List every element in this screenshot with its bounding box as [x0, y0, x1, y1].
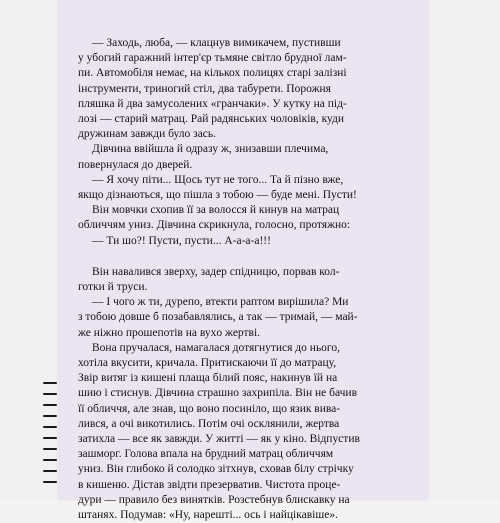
page-binding [43, 382, 57, 502]
text-line: у убогий гаражний інтер'єр тьмяне світло брудної лам- [78, 52, 347, 65]
text-line: хотіла вкусити, кричала. Притискаючи її до матрацу, [78, 357, 337, 370]
text-line: же ніжно прошепотів на вуxo жертві. [78, 326, 261, 339]
text-line: інструменти, триногий стіл, два табурети. Порожня [78, 82, 331, 95]
binding-mark [43, 382, 57, 384]
binding-mark [43, 415, 57, 417]
binding-mark [43, 437, 57, 439]
binding-mark [43, 426, 57, 428]
binding-mark [43, 393, 57, 395]
text-line: обличчям униз. Дівчина скрикнула, голосно, протяжно: [78, 219, 351, 232]
binding-mark [43, 448, 57, 450]
text-line: пляшка й два замусолених «гранчаки». У кутку на під- [78, 97, 347, 110]
text-line: затихла — все як завжди. У житті — як у кіно. Відпустив [78, 433, 360, 446]
binding-mark [43, 459, 57, 461]
binding-mark [43, 404, 57, 406]
text-line: — І чого ж ти, дурепо, втекти раптом вирішила? Ми [92, 296, 349, 309]
text-line: Вона пручалася, намагалася дотягнутися до нього, [92, 341, 340, 354]
text-line: якщо дізнаються, що пішла з тобою — буде мені. Пусти! [78, 189, 357, 202]
text-line: — Заходь, люба, — клацнув вимикачем, пустивши [92, 37, 341, 49]
binding-mark [43, 470, 57, 472]
text-line: — Ти шо?! Пусти, пусти... А-а-а-а!!! [92, 234, 271, 247]
text-line: її обличчя, але знав, що воно посиніло, що язик вива- [78, 402, 341, 415]
page-text-block [78, 36, 418, 523]
text-line: в кишеню. Дістав звідти презерватив. Чистота проце- [78, 478, 341, 491]
text-line: Він мовчки схопив її за волосся й кинув на матрац [92, 204, 340, 217]
text-line: Звір витяг із кишені плаща білий пояс, накинув їй на [78, 372, 338, 385]
text-line: лився, а очі викотились. Потім очі осклянили, жертва [78, 417, 340, 430]
binding-mark [43, 481, 57, 483]
text-line: Він навалився зверху, задер спідницю, порвав кол- [92, 265, 340, 278]
text-line: готки й труси. [78, 281, 148, 294]
text-line: шию і стиснув. Дівчина страшно захрипіла. Він не бачив [78, 387, 358, 400]
text-line [78, 249, 418, 265]
book-page [58, 0, 428, 522]
text-line: зашморг. Голова впала на брудний матрац обличчям [78, 448, 334, 461]
text-line: Дівчина ввійшла й одразу ж, знизавши плечима, [92, 143, 329, 156]
text-line: лозі — старий матрац. Рай радянських чоловіків, куди [78, 113, 345, 126]
text-line: повернулася до дверей. [78, 158, 193, 171]
text-line: штанях. Подумав: «Ну, нарешті... ось і найцікавіше». [78, 509, 338, 522]
text-line: униз. Він глибоко й солодко зітхнув, сховав білу стрічку [78, 463, 354, 476]
text-line: дружинам завжди було зась. [78, 128, 217, 141]
text-line: пи. Автомобіля немає, на кількох полицях старі залізні [78, 67, 347, 80]
text-line: з тобою довше б позабавлялись, а так — тримай, — май- [78, 311, 358, 324]
text-line: — Я хочу піти... Щось тут не того... Та й пізно вже, [92, 173, 344, 186]
text-line: дури — правило без винятків. Розстебнув блискавку на [78, 493, 350, 506]
